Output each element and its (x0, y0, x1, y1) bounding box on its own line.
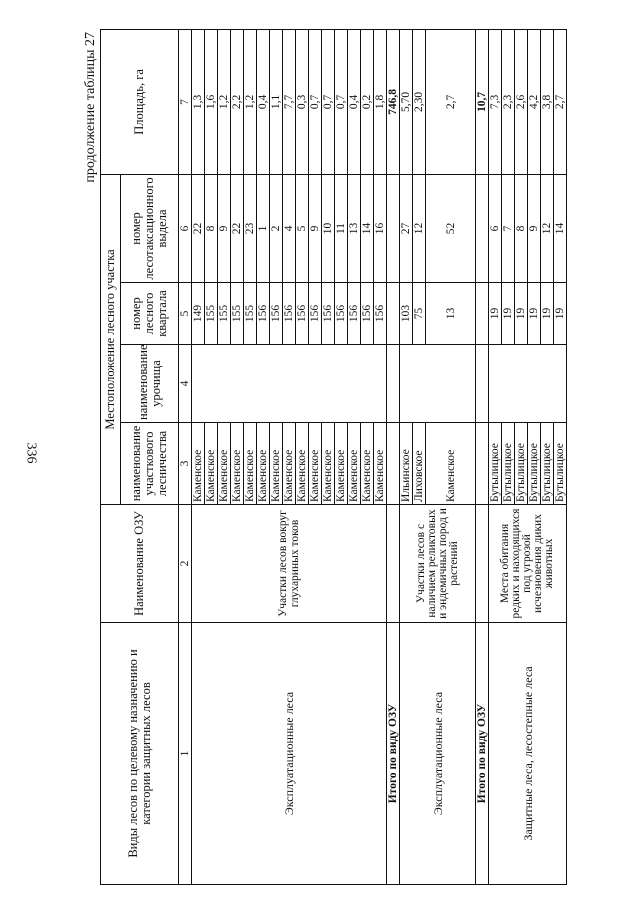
col-number: 3 (179, 423, 192, 505)
forest-table (100, 29, 567, 885)
plot-cell: 27 (400, 174, 413, 282)
forestry-cell: Каменское (257, 423, 270, 505)
area-cell: 1,2 (218, 29, 231, 174)
quarter-cell: 149 (192, 283, 205, 345)
total-row (476, 29, 489, 884)
forestry-cell: Каменское (374, 423, 387, 505)
forestry-cell: Бутылицкое (502, 423, 515, 505)
total-area: 746,8 (387, 29, 400, 174)
quarter-cell: 155 (244, 283, 257, 345)
header-quarter: номер лесного квартала (121, 283, 179, 345)
quarter-cell: 19 (541, 283, 554, 345)
table-row (192, 29, 205, 884)
area-cell: 0,4 (348, 29, 361, 174)
quarter-cell: 156 (335, 283, 348, 345)
area-cell: 0,2 (361, 29, 374, 174)
quarter-cell: 19 (489, 283, 502, 345)
area-cell: 0,7 (309, 29, 322, 174)
forestry-cell: Каменское (270, 423, 283, 505)
col-number: 6 (179, 174, 192, 282)
column-number-row (179, 29, 192, 884)
ozu-cell: Места обитания редких и находящихся под угрозой исчезновения диких животных (489, 505, 567, 623)
quarter-cell: 156 (374, 283, 387, 345)
plot-cell: 23 (244, 174, 257, 282)
forestry-cell: Лиховское (413, 423, 426, 505)
area-cell: 2,7 (554, 29, 567, 174)
col-number: 4 (179, 345, 192, 423)
total-label: Итого по виду ОЗУ (387, 623, 400, 885)
area-cell: 7,7 (283, 29, 296, 174)
plot-cell: 22 (231, 174, 244, 282)
header-area: Площадь, га (101, 29, 179, 174)
forestry-cell: Каменское (335, 423, 348, 505)
forestry-cell: Бутылицкое (554, 423, 567, 505)
forestry-cell: Каменское (361, 423, 374, 505)
table-container (82, 30, 567, 885)
forestry-cell: Каменское (322, 423, 335, 505)
plot-cell: 5 (296, 174, 309, 282)
forestry-cell: Бутылицкое (489, 423, 502, 505)
total-row (387, 29, 400, 884)
quarter-cell: 103 (400, 283, 413, 345)
quarter-cell: 156 (361, 283, 374, 345)
forestry-cell: Бутылицкое (515, 423, 528, 505)
quarter-cell: 155 (231, 283, 244, 345)
area-cell: 0,4 (257, 29, 270, 174)
table-row (400, 29, 413, 884)
plot-cell: 16 (374, 174, 387, 282)
ozu-cell: Участки лесов с наличием реликтовых и эндемичных пород и растений (400, 505, 476, 623)
area-cell: 2,3 (502, 29, 515, 174)
quarter-cell: 156 (296, 283, 309, 345)
forestry-cell: Каменское (244, 423, 257, 505)
header-tract: наименование урочища (121, 345, 179, 423)
quarter-cell: 19 (554, 283, 567, 345)
header-category: Виды лесов по целевому назначению и категории защитных лесов (101, 623, 179, 885)
quarter-cell: 156 (322, 283, 335, 345)
plot-cell: 11 (335, 174, 348, 282)
plot-cell: 1 (257, 174, 270, 282)
plot-cell: 12 (541, 174, 554, 282)
ozu-cell: Участки лесов вокруг глухариных токов (192, 505, 387, 623)
plot-cell: 14 (554, 174, 567, 282)
plot-cell: 52 (426, 174, 476, 282)
forestry-cell: Бутылицкое (541, 423, 554, 505)
area-cell: 2,2 (231, 29, 244, 174)
area-cell: 5,70 (400, 29, 413, 174)
forestry-cell: Ильинское (400, 423, 413, 505)
area-cell: 1,8 (374, 29, 387, 174)
forestry-cell: Каменское (283, 423, 296, 505)
plot-cell: 7 (502, 174, 515, 282)
table-row (489, 29, 502, 884)
total-label: Итого по виду ОЗУ (476, 623, 489, 885)
quarter-cell: 156 (257, 283, 270, 345)
forestry-cell: Каменское (426, 423, 476, 505)
col-number: 7 (179, 29, 192, 174)
area-cell: 7,3 (489, 29, 502, 174)
area-cell: 4,2 (528, 29, 541, 174)
plot-cell: 10 (322, 174, 335, 282)
forestry-cell: Каменское (205, 423, 218, 505)
forestry-cell: Каменское (348, 423, 361, 505)
plot-cell: 2 (270, 174, 283, 282)
quarter-cell: 19 (528, 283, 541, 345)
header-location: Местоположение лесного участка (101, 174, 121, 504)
tract-cell (400, 345, 476, 423)
area-cell: 2,30 (413, 29, 426, 174)
plot-cell: 14 (361, 174, 374, 282)
forestry-cell: Каменское (231, 423, 244, 505)
header-forestry: наименование участкового лесничества (121, 423, 179, 505)
plot-cell: 8 (205, 174, 218, 282)
header-ozu: Наименование ОЗУ (101, 505, 179, 623)
header-plot: номер лесотаксационного выдела (121, 174, 179, 282)
forestry-cell: Каменское (218, 423, 231, 505)
quarter-cell: 75 (413, 283, 426, 345)
area-cell: 1,1 (270, 29, 283, 174)
quarter-cell: 13 (426, 283, 476, 345)
forestry-cell: Каменское (309, 423, 322, 505)
area-cell: 0,7 (322, 29, 335, 174)
plot-cell: 9 (218, 174, 231, 282)
category-cell: Эксплуатационные леса (192, 623, 387, 885)
plot-cell: 9 (309, 174, 322, 282)
plot-cell: 12 (413, 174, 426, 282)
col-number: 1 (179, 623, 192, 885)
tract-cell (489, 345, 567, 423)
tract-cell (192, 345, 387, 423)
forestry-cell: Каменское (192, 423, 205, 505)
plot-cell: 8 (515, 174, 528, 282)
forestry-cell: Бутылицкое (528, 423, 541, 505)
continuation-label: продолжение таблицы 27 (83, 32, 98, 183)
category-cell: Защитные леса, лесостепные леса (489, 623, 567, 885)
category-cell: Эксплуатационные леса (400, 623, 476, 885)
area-cell: 0,7 (335, 29, 348, 174)
quarter-cell: 156 (348, 283, 361, 345)
area-cell: 3,8 (541, 29, 554, 174)
plot-cell: 4 (283, 174, 296, 282)
plot-cell: 6 (489, 174, 502, 282)
total-area: 10,7 (476, 29, 489, 174)
quarter-cell: 19 (502, 283, 515, 345)
area-cell: 1,6 (205, 29, 218, 174)
area-cell: 0,3 (296, 29, 309, 174)
forestry-cell: Каменское (296, 423, 309, 505)
quarter-cell: 156 (283, 283, 296, 345)
quarter-cell: 155 (218, 283, 231, 345)
area-cell: 2,6 (515, 29, 528, 174)
area-cell: 2,7 (426, 29, 476, 174)
quarter-cell: 19 (515, 283, 528, 345)
quarter-cell: 155 (205, 283, 218, 345)
area-cell: 1,3 (192, 29, 205, 174)
col-number: 2 (179, 505, 192, 623)
quarter-cell: 156 (270, 283, 283, 345)
plot-cell: 13 (348, 174, 361, 282)
plot-cell: 9 (528, 174, 541, 282)
area-cell: 1,2 (244, 29, 257, 174)
col-number: 5 (179, 283, 192, 345)
plot-cell: 22 (192, 174, 205, 282)
quarter-cell: 156 (309, 283, 322, 345)
page-number: 336 (23, 442, 38, 463)
